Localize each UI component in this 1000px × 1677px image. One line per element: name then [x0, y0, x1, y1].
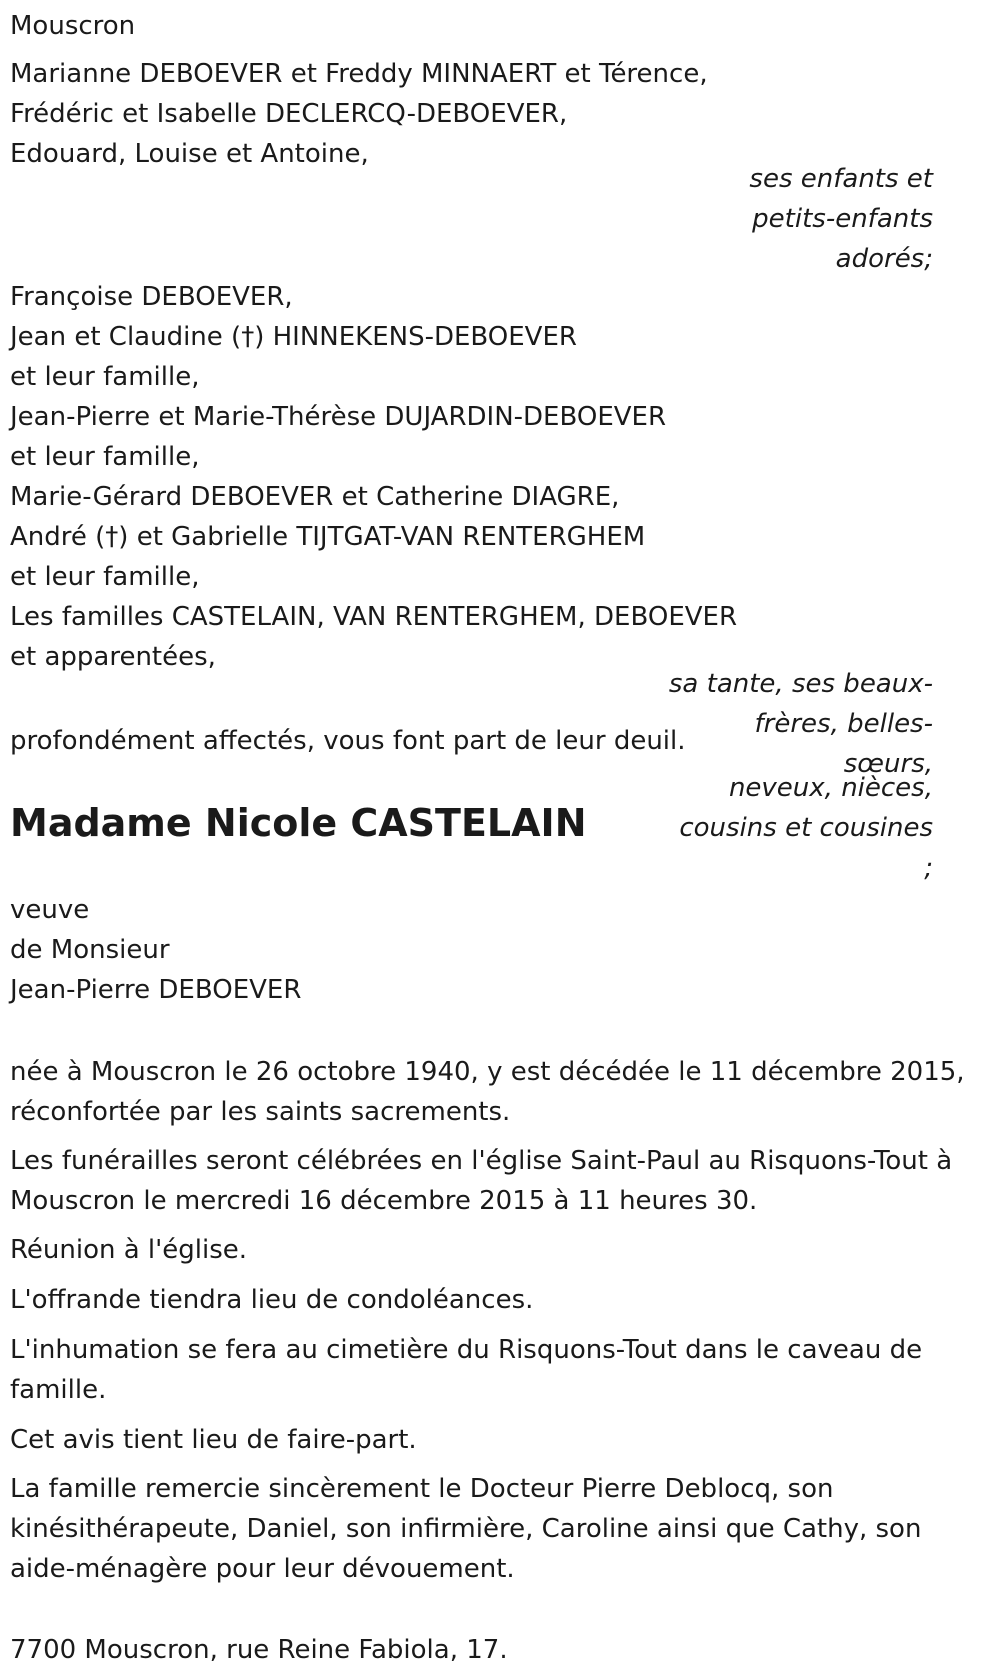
family-relation: sœurs, [843, 749, 933, 779]
family-line: Marie-Gérard DEBOEVER et Catherine DIAGRE, [10, 482, 620, 512]
status-line: Jean-Pierre DEBOEVER [10, 975, 302, 1005]
children-relation: petits-enfants [752, 204, 933, 234]
details-line: L'inhumation se fera au cimetière du Risquons-Tout dans le caveau de [10, 1335, 923, 1365]
family-relation: neveux, nièces, [728, 773, 933, 803]
family-line: Les familles CASTELAIN, VAN RENTERGHEM, DEBOEVER [10, 602, 738, 632]
children-line: Marianne DEBOEVER et Freddy MINNAERT et Térence, [10, 59, 708, 89]
announcement-text: profondément affectés, vous font part de leur deuil. [10, 726, 686, 756]
details-line: famille. [10, 1375, 107, 1405]
details-line: née à Mouscron le 26 octobre 1940, y est décédée le 11 décembre 2015, [10, 1057, 965, 1087]
city-heading: Mouscron [10, 11, 136, 41]
children-relation: adorés; [835, 244, 933, 274]
family-line: et leur famille, [10, 562, 200, 592]
details-line: réconfortée par les saints sacrements. [10, 1097, 511, 1127]
children-relation: ses enfants et [749, 164, 933, 194]
details-line: aide-ménagère pour leur dévouement. [10, 1554, 515, 1584]
details-line: Les funérailles seront célébrées en l'église Saint-Paul au Risquons-Tout à [10, 1146, 953, 1176]
details-line: L'offrande tiendra lieu de condoléances. [10, 1285, 534, 1315]
family-line: et leur famille, [10, 362, 200, 392]
family-line: Jean et Claudine (†) HINNEKENS-DEBOEVER [10, 322, 577, 352]
status-line: de Monsieur [10, 935, 170, 965]
status-line: veuve [10, 895, 90, 925]
family-line: Françoise DEBOEVER, [10, 282, 293, 312]
details-line: kinésithérapeute, Daniel, son infirmière, Caroline ainsi que Cathy, son [10, 1514, 922, 1544]
family-line: André (†) et Gabrielle TIJTGAT-VAN RENTERGHEM [10, 522, 646, 552]
family-relation: cousins et cousines [679, 813, 933, 843]
children-line: Edouard, Louise et Antoine, [10, 139, 369, 169]
details-line: Mouscron le mercredi 16 décembre 2015 à 11 heures 30. [10, 1186, 758, 1216]
family-line: Jean-Pierre et Marie-Thérèse DUJARDIN-DEBOEVER [10, 402, 667, 432]
details-line: La famille remercie sincèrement le Docteur Pierre Deblocq, son [10, 1474, 834, 1504]
family-relation: frères, belles- [754, 709, 933, 739]
details-line: Cet avis tient lieu de faire-part. [10, 1425, 417, 1455]
family-line: et leur famille, [10, 442, 200, 472]
address: 7700 Mouscron, rue Reine Fabiola, 17. [10, 1635, 508, 1665]
children-line: Frédéric et Isabelle DECLERCQ-DEBOEVER, [10, 99, 568, 129]
deceased-name: Madame Nicole CASTELAIN [10, 801, 587, 845]
details-line: Réunion à l'église. [10, 1235, 248, 1265]
family-relation: sa tante, ses beaux- [668, 669, 933, 699]
family-line: et apparentées, [10, 642, 216, 672]
family-relation: ; [924, 853, 933, 883]
